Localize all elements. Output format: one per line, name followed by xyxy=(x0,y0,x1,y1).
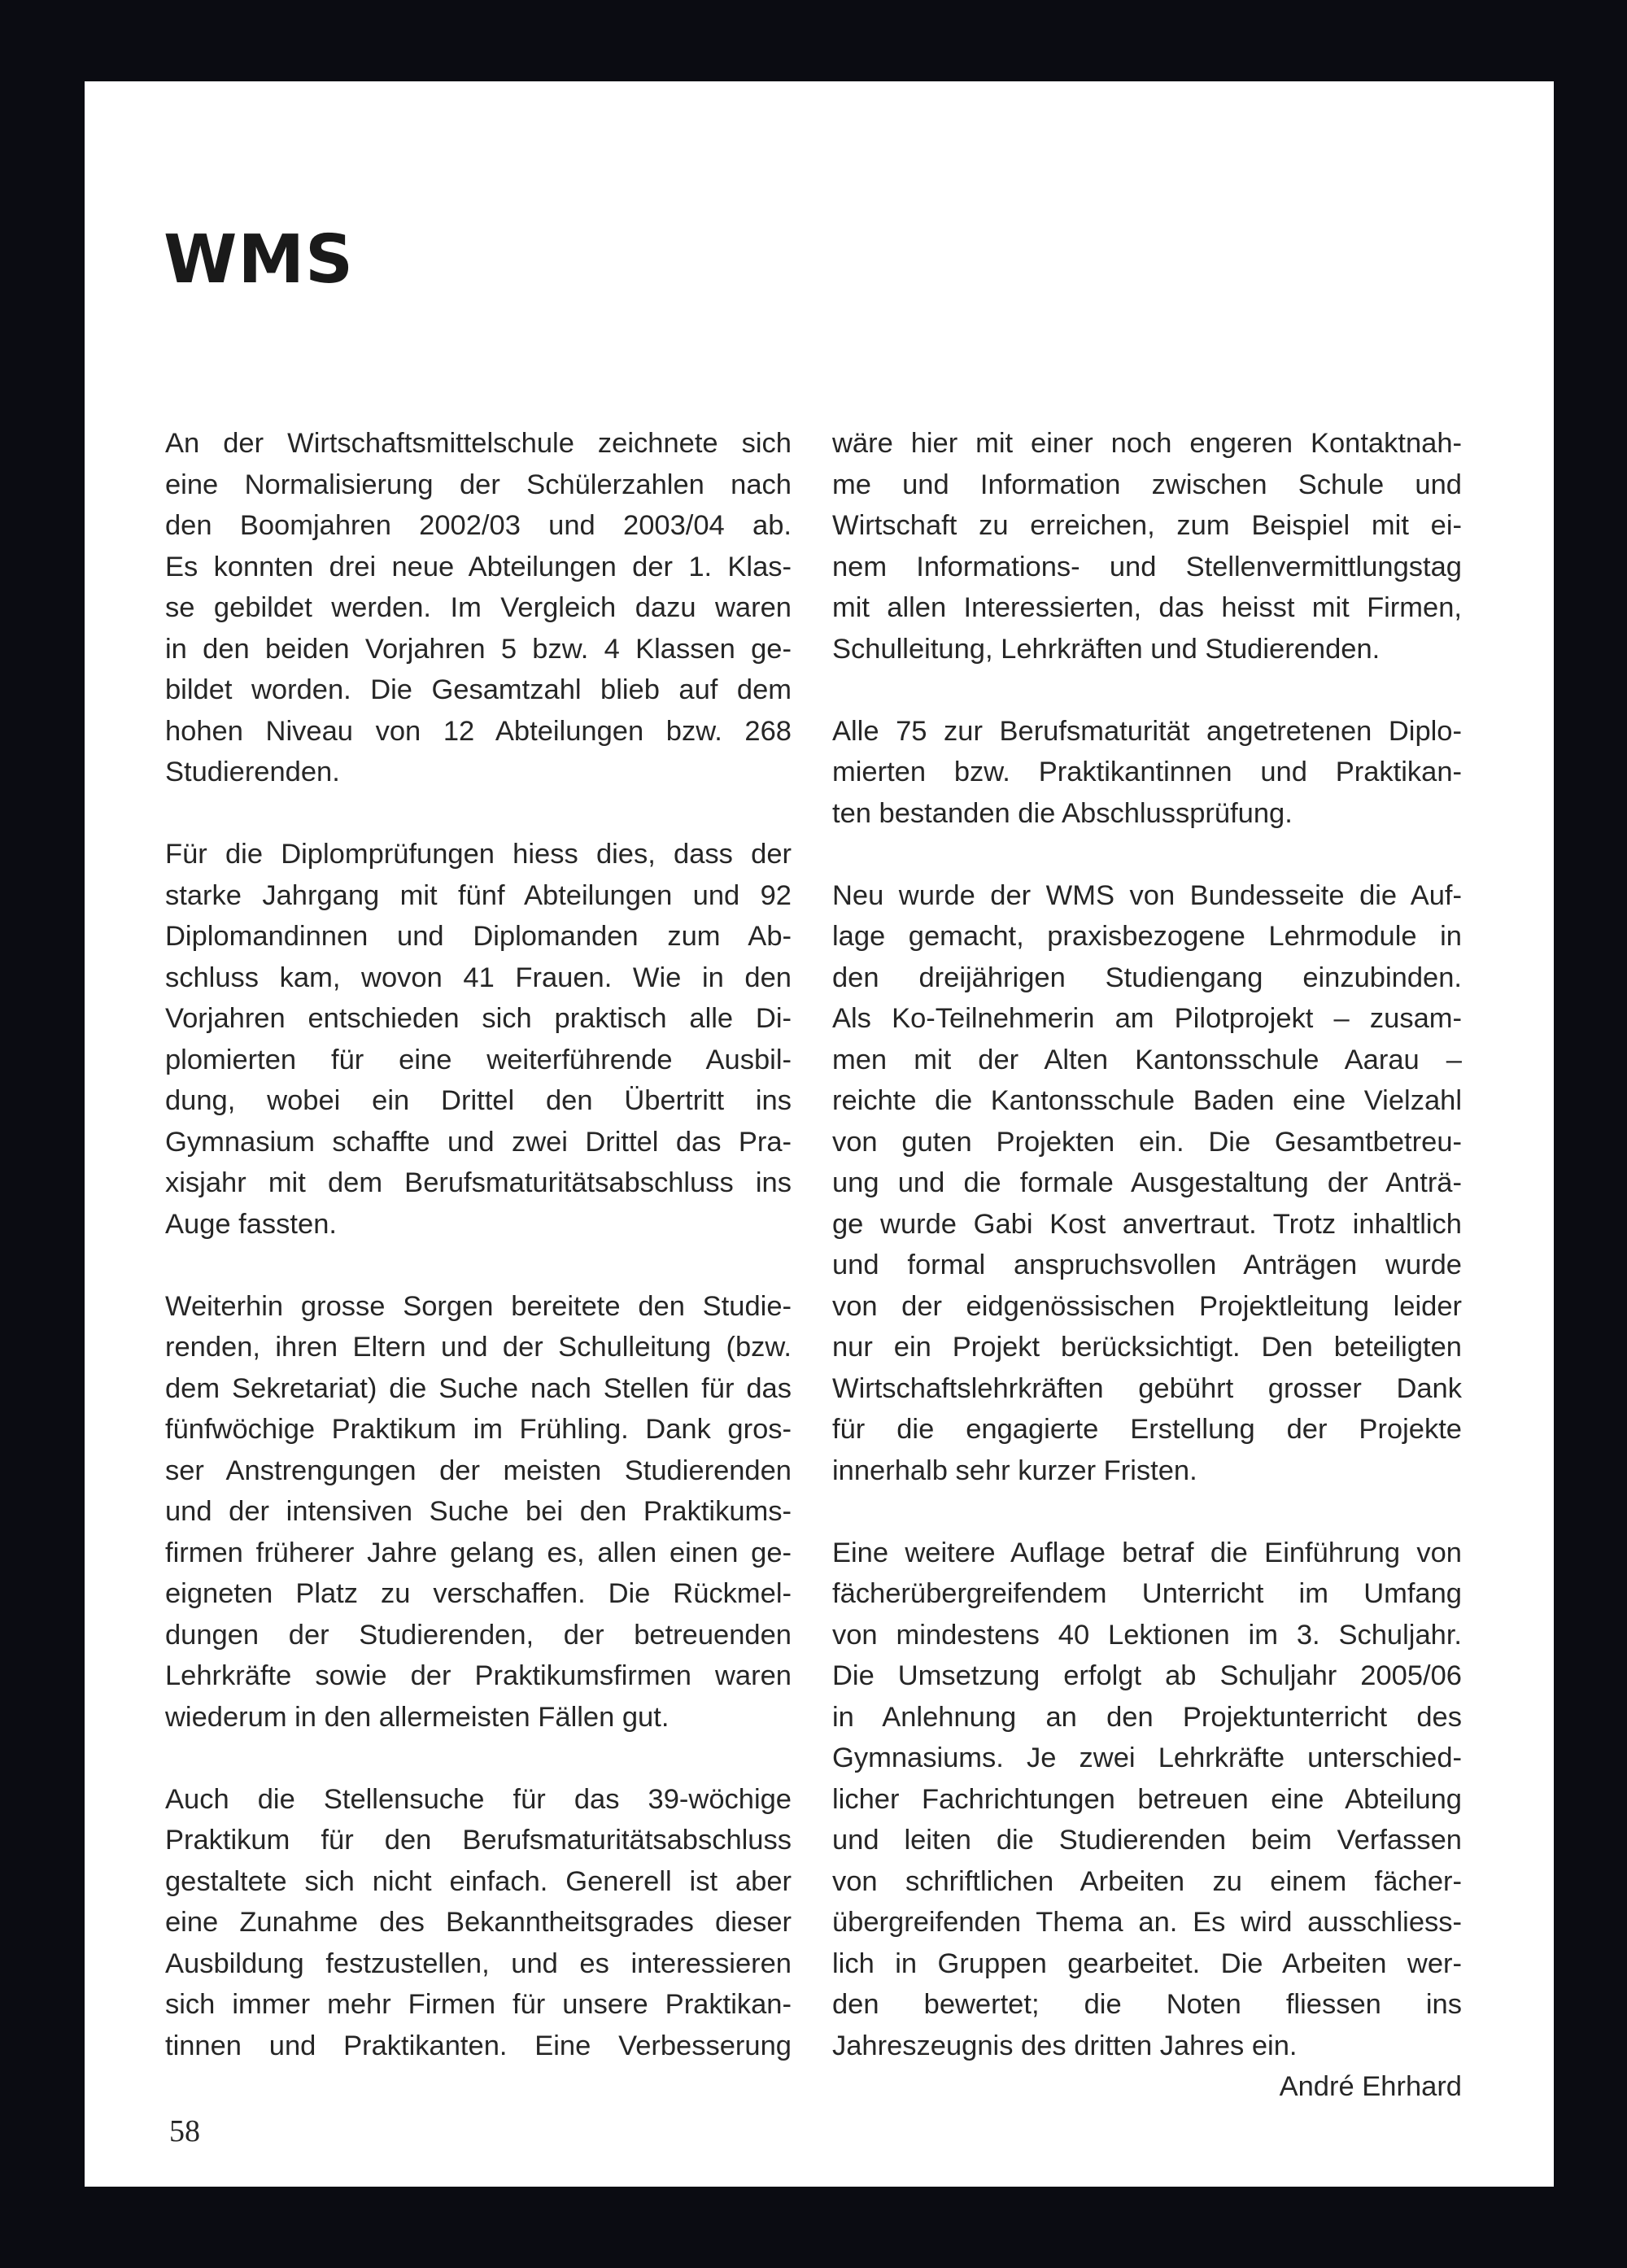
text-line: mierten bzw. Praktikantinnen und Praktikan- xyxy=(832,757,1462,787)
text-line: Auch die Stellensuche für das 39-wöchige xyxy=(165,1783,792,1815)
text-line: Für die Diplomprüfungen hiess dies, dass der xyxy=(165,839,792,870)
text-line: Jahreszeugnis des dritten Jahres ein. xyxy=(832,2030,1298,2061)
text-line: Eine weitere Auflage betraf die Einführung von xyxy=(832,1537,1462,1568)
text-line: tinnen und Praktikanten. Eine Verbesserung xyxy=(165,2030,792,2061)
text-line: nem Informations- und Stellenvermittlungstag xyxy=(832,551,1462,582)
text-line: gestaltete sich nicht einfach. Generell ist aber xyxy=(165,1865,792,1897)
text-line: den dreijährigen Studiengang einzubinden. xyxy=(832,962,1462,993)
text-line: Weiterhin grosse Sorgen bereitete den Studie- xyxy=(165,1290,792,1322)
text-line: Die Umsetzung erfolgt ab Schuljahr 2005/06 xyxy=(832,1660,1462,1691)
text-line: in den beiden Vorjahren 5 bzw. 4 Klassen ge- xyxy=(165,633,792,665)
text-line: und der intensiven Suche bei den Praktikums- xyxy=(165,1496,792,1527)
text-line: An der Wirtschaftsmittelschule zeichnete sich xyxy=(165,428,792,459)
text-line: Diplomandinnen und Diplomanden zum Ab- xyxy=(165,921,792,952)
left-column xyxy=(165,423,792,2108)
text-line: renden, ihren Eltern und der Schulleitung (bzw. xyxy=(165,1332,792,1363)
text-line: übergreifenden Thema an. Es wird ausschliess- xyxy=(832,1907,1462,1938)
text-line: Auge fassten. xyxy=(165,1208,337,1240)
text-line: ung und die formale Ausgestaltung der Anträ- xyxy=(832,1167,1462,1198)
text-line: licher Fachrichtungen betreuen eine Abteilung xyxy=(832,1783,1462,1815)
text-line: me und Information zwischen Schule und xyxy=(832,469,1462,500)
text-line: von schriftlichen Arbeiten zu einem fächer- xyxy=(832,1865,1462,1897)
text-line: hohen Niveau von 12 Abteilungen bzw. 268 xyxy=(165,715,792,747)
text-line: den Boomjahren 2002/03 und 2003/04 ab. xyxy=(165,510,792,541)
text-line: Gymnasium schaffte und zwei Drittel das Pra- xyxy=(165,1126,792,1158)
text-line: innerhalb sehr kurzer Fristen. xyxy=(832,1455,1197,1486)
paragraph xyxy=(832,1533,1462,2067)
paragraph xyxy=(165,1779,792,2067)
text-line: Vorjahren entschieden sich praktisch alle Di- xyxy=(165,1003,792,1034)
text-line: dung, wobei ein Drittel den Übertritt ins xyxy=(165,1085,792,1116)
text-line: eigneten Platz zu verschaffen. Die Rückmel- xyxy=(165,1578,792,1609)
text-line: fünfwöchige Praktikum im Frühling. Dank gros- xyxy=(165,1414,792,1445)
text-line: wäre hier mit einer noch engeren Kontaktnah- xyxy=(832,428,1462,459)
text-line: bildet worden. Die Gesamtzahl blieb auf dem xyxy=(165,674,792,705)
paragraph xyxy=(832,875,1462,1492)
text-line: dungen der Studierenden, der betreuenden xyxy=(165,1619,792,1651)
text-line: von der eidgenössischen Projektleitung leider xyxy=(832,1290,1462,1322)
text-line: den bewertet; die Noten fliessen ins xyxy=(832,1989,1462,2020)
text-line: reichte die Kantonsschule Baden eine Vielzahl xyxy=(832,1085,1462,1116)
text-line: fächerübergreifendem Unterricht im Umfang xyxy=(832,1578,1462,1609)
text-line: Neu wurde der WMS von Bundesseite die Auf- xyxy=(832,879,1462,911)
text-line: Wirtschaft zu erreichen, zum Beispiel mit ei- xyxy=(832,510,1462,541)
text-line: sich immer mehr Firmen für unsere Praktikan- xyxy=(165,1989,792,2020)
text-line: Als Ko-Teilnehmerin am Pilotprojekt – zusam- xyxy=(832,1003,1462,1034)
paragraph xyxy=(165,1286,792,1738)
text-line: eine Zunahme des Bekanntheitsgrades dieser xyxy=(165,1907,792,1938)
text-line: Wirtschaftslehrkräften gebührt grosser Dank xyxy=(832,1372,1462,1404)
text-line: firmen früherer Jahre gelang es, allen einen ge- xyxy=(165,1537,792,1568)
text-line: Gymnasiums. Je zwei Lehrkräfte unterschied- xyxy=(832,1742,1462,1773)
text-line: nur ein Projekt berücksichtigt. Den beteiligten xyxy=(832,1332,1462,1363)
text-line: Praktikum für den Berufsmaturitätsabschluss xyxy=(165,1825,792,1856)
right-column xyxy=(832,423,1462,2108)
text-line: lage gemacht, praxisbezogene Lehrmodule in xyxy=(832,921,1462,952)
text-line: schluss kam, wovon 41 Frauen. Wie in den xyxy=(165,962,792,993)
text-line: Ausbildung festzustellen, und es interessieren xyxy=(165,1947,792,1979)
text-line: xisjahr mit dem Berufsmaturitätsabschluss ins xyxy=(165,1167,792,1198)
paragraph xyxy=(832,423,1462,669)
text-line: lich in Gruppen gearbeitet. Die Arbeiten wer- xyxy=(832,1947,1462,1979)
text-line: Lehrkräfte sowie der Praktikumsfirmen waren xyxy=(165,1660,792,1691)
text-line: ten bestanden die Abschlussprüfung. xyxy=(832,797,1293,829)
text-line: Es konnten drei neue Abteilungen der 1. Klas- xyxy=(165,551,792,582)
page-number: 58 xyxy=(169,2114,200,2148)
paragraph xyxy=(165,834,792,1245)
document-page xyxy=(85,81,1554,2187)
text-line: eine Normalisierung der Schülerzahlen nach xyxy=(165,469,792,500)
text-line: für die engagierte Erstellung der Projekte xyxy=(832,1414,1462,1445)
text-line: mit allen Interessierten, das heisst mit Firmen, xyxy=(832,592,1462,623)
text-line: Schulleitung, Lehrkräften und Studierenden. xyxy=(832,633,1381,665)
text-line: Studierenden. xyxy=(165,757,340,787)
text-line: Alle 75 zur Berufsmaturität angetretenen Diplo- xyxy=(832,715,1462,747)
text-line: ser Anstrengungen der meisten Studierenden xyxy=(165,1455,792,1486)
text-line: plomierten für eine weiterführende Ausbil- xyxy=(165,1044,792,1075)
paragraph xyxy=(165,423,792,793)
text-line: in Anlehnung an den Projektunterricht des xyxy=(832,1701,1462,1733)
text-line: starke Jahrgang mit fünf Abteilungen und 92 xyxy=(165,879,792,911)
text-line: men mit der Alten Kantonsschule Aarau – xyxy=(832,1044,1462,1075)
text-line: se gebildet werden. Im Vergleich dazu waren xyxy=(165,592,792,623)
text-line: und formal anspruchsvollen Anträgen wurde xyxy=(832,1250,1462,1280)
text-line: von guten Projekten ein. Die Gesamtbetreu- xyxy=(832,1126,1462,1158)
text-line: und leiten die Studierenden beim Verfassen xyxy=(832,1825,1462,1856)
paragraph xyxy=(832,711,1462,835)
text-line: wiederum in den allermeisten Fällen gut. xyxy=(165,1701,670,1733)
page-title: WMS xyxy=(164,221,355,299)
text-line: von mindestens 40 Lektionen im 3. Schuljahr. xyxy=(832,1619,1462,1651)
author-signature: André Ehrhard xyxy=(1279,2071,1462,2102)
text-line: dem Sekretariat) die Suche nach Stellen für das xyxy=(165,1372,792,1404)
text-line: ge wurde Gabi Kost anvertraut. Trotz inhaltlich xyxy=(832,1208,1462,1240)
